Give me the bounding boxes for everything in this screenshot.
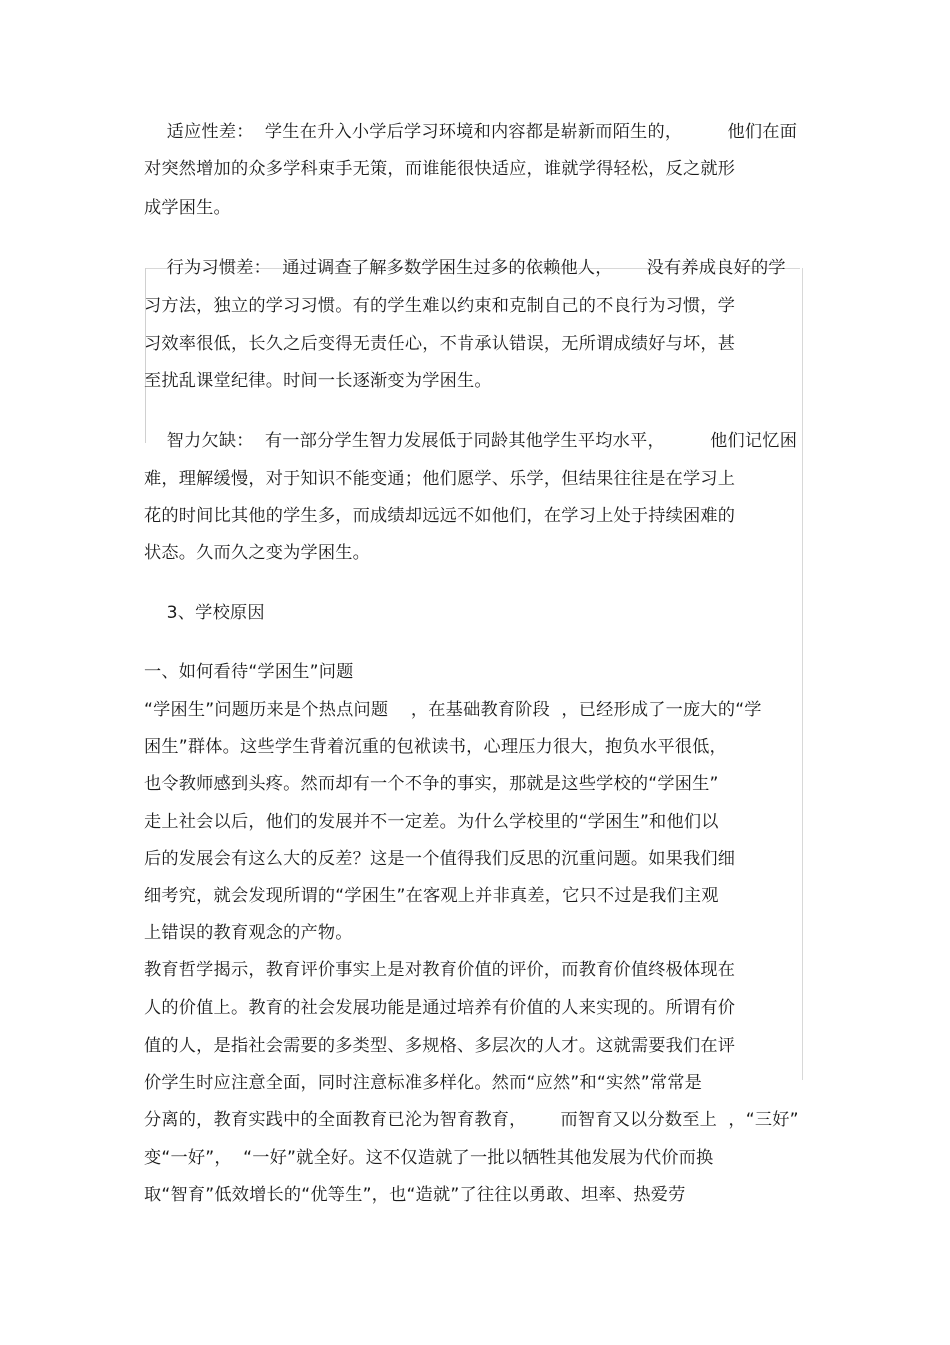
text-line: 习效率很低，长久之后变得无责任心，不肯承认错误，无所谓成绩好与坏，甚 [144, 334, 736, 354]
text-line: 价学生时应注意全面，同时注意标准多样化。然而“应然”和“实然”常常是 [144, 1073, 703, 1093]
text-line: 也令教师感到头疼。然而却有一个不争的事实，那就是这些学校的“学困生” [144, 774, 719, 794]
text-line: 行为习惯差： 通过调查了解多数学困生过多的依赖他人， 没有养成良好的学 [144, 258, 786, 278]
text-line: 上错误的教育观念的产物。 [144, 923, 353, 943]
text-line: 分离的，教育实践中的全面教育已沦为智育教育， 而智育又以分数至上 ，“三好” [144, 1110, 799, 1130]
section-heading: 一、如何看待“学困生”问题 [144, 662, 354, 682]
section-heading: 3、学校原因 [144, 603, 265, 623]
text-line: 花的时间比其他的学生多，而成绩却远远不如他们，在学习上处于持续困难的 [144, 506, 736, 526]
text-line: 状态。久而久之变为学困生。 [144, 543, 371, 563]
text-line: 难，理解缓慢，对于知识不能变通；他们愿学、乐学，但结果往往是在学习上 [144, 469, 736, 489]
text-line: 成学困生。 [144, 198, 231, 218]
text-line: 取“智育”低效增长的“优等生”，也“造就”了往往以勇敢、坦率、热爱劳 [144, 1185, 686, 1205]
text-line: 后的发展会有这么大的反差？这是一个值得我们反思的沉重问题。如果我们细 [144, 849, 736, 869]
text-line: 变“一好”， “一好”就全好。这不仅造就了一批以牺牲其他发展为代价而换 [144, 1148, 714, 1168]
text-line: 值的人，是指社会需要的多类型、多规格、多层次的人才。这就需要我们在评 [144, 1036, 736, 1056]
text-line: 人的价值上。教育的社会发展功能是通过培养有价值的人来实现的。所谓有价 [144, 998, 736, 1018]
text-line: 困生”群体。这些学生背着沉重的包袱读书，心理压力很大，抱负水平很低， [144, 737, 727, 757]
text-line: 对突然增加的众多学科束手无策，而谁能很快适应，谁就学得轻松，反之就形 [144, 159, 736, 179]
text-line: 至扰乱课堂纪律。时间一长逐渐变为学困生。 [144, 371, 492, 391]
frame-right-line [802, 268, 803, 1080]
text-line: 细考究，就会发现所谓的“学困生”在客观上并非真差，它只不过是我们主观 [144, 886, 719, 906]
text-line: 走上社会以后，他们的发展并不一定差。为什么学校里的“学困生”和他们以 [144, 812, 719, 832]
text-line: 习方法，独立的学习习惯。有的学生难以约束和克制自己的不良行为习惯，学 [144, 296, 736, 316]
text-line: 适应性差： 学生在升入小学后学习环境和内容都是崭新而陌生的， 他们在面 [144, 122, 798, 142]
text-line: 智力欠缺： 有一部分学生智力发展低于同龄其他学生平均水平， 他们记忆困 [144, 431, 798, 451]
text-line: 教育哲学揭示，教育评价事实上是对教育价值的评价，而教育价值终极体现在 [144, 960, 736, 980]
text-line: “学困生”问题历来是个热点问题 ，在基础教育阶段 ，已经形成了一庞大的“学 [144, 700, 762, 720]
